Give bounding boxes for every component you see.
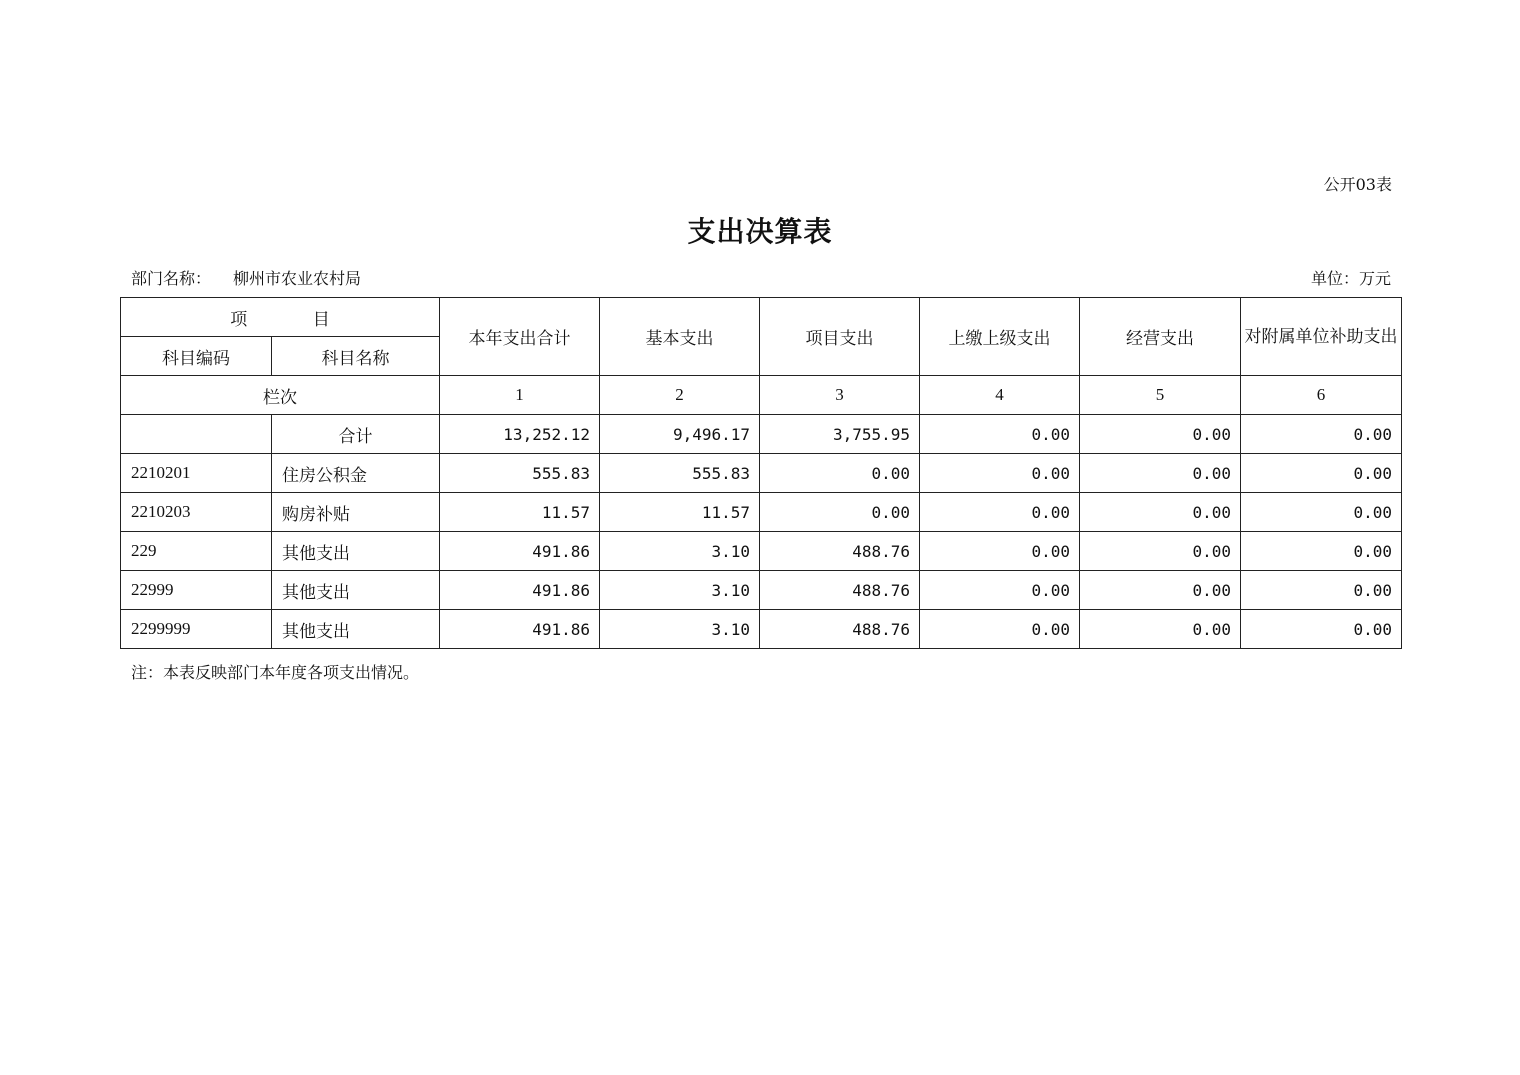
value-cell: 0.00 (920, 454, 1080, 493)
header-total: 本年支出合计 (440, 298, 600, 376)
header-code: 科目编码 (121, 337, 272, 376)
value-cell: 0.00 (760, 493, 920, 532)
table-row (121, 571, 1402, 610)
row-name: 其他支出 (272, 532, 440, 571)
header-subsidy: 对附属单位补助支出 (1241, 298, 1402, 376)
department-line (131, 266, 361, 289)
value-cell: 0.00 (1241, 532, 1402, 571)
row-code: 2210201 (121, 454, 272, 493)
value-cell: 0.00 (1080, 415, 1241, 454)
column-index: 2 (600, 376, 760, 415)
row-name: 其他支出 (272, 610, 440, 649)
row-name: 合计 (272, 415, 440, 454)
value-cell: 0.00 (920, 532, 1080, 571)
value-cell: 491.86 (440, 610, 600, 649)
footnote: 注：本表反映部门本年度各项支出情况。 (131, 663, 420, 682)
page-title: 支出决算表 (687, 215, 833, 248)
value-cell: 488.76 (760, 571, 920, 610)
value-cell: 3.10 (600, 610, 760, 649)
value-cell: 0.00 (920, 415, 1080, 454)
value-cell: 0.00 (920, 610, 1080, 649)
value-cell: 491.86 (440, 571, 600, 610)
value-cell: 3,755.95 (760, 415, 920, 454)
table-row-total (121, 415, 1402, 454)
value-cell: 11.57 (440, 493, 600, 532)
row-code: 2210203 (121, 493, 272, 532)
value-cell: 0.00 (760, 454, 920, 493)
unit-label: 单位：万元 (1310, 269, 1391, 288)
value-cell: 3.10 (600, 571, 760, 610)
value-cell: 0.00 (1080, 454, 1241, 493)
table-row (121, 610, 1402, 649)
value-cell: 0.00 (1241, 610, 1402, 649)
row-name: 其他支出 (272, 571, 440, 610)
header-project: 项目支出 (760, 298, 920, 376)
value-cell: 3.10 (600, 532, 760, 571)
value-cell: 0.00 (1080, 610, 1241, 649)
value-cell: 0.00 (1241, 415, 1402, 454)
column-index: 1 (440, 376, 600, 415)
column-index: 6 (1241, 376, 1402, 415)
expenditure-table (120, 297, 1402, 649)
value-cell: 555.83 (440, 454, 600, 493)
header-operating: 经营支出 (1080, 298, 1241, 376)
column-index: 3 (760, 376, 920, 415)
value-cell: 9,496.17 (600, 415, 760, 454)
header-name: 科目名称 (272, 337, 440, 376)
value-cell: 13,252.12 (440, 415, 600, 454)
header-item: 项 目 (121, 298, 440, 337)
column-index: 4 (920, 376, 1080, 415)
header-remit: 上缴上级支出 (920, 298, 1080, 376)
row-code: 2299999 (121, 610, 272, 649)
column-index: 5 (1080, 376, 1241, 415)
table-row (121, 532, 1402, 571)
value-cell: 0.00 (920, 571, 1080, 610)
row-name: 住房公积金 (272, 454, 440, 493)
row-name: 购房补贴 (272, 493, 440, 532)
value-cell: 555.83 (600, 454, 760, 493)
department-label: 部门名称： (131, 269, 212, 288)
value-cell: 0.00 (1080, 532, 1241, 571)
value-cell: 488.76 (760, 610, 920, 649)
value-cell: 0.00 (1080, 493, 1241, 532)
value-cell: 0.00 (1241, 493, 1402, 532)
value-cell: 0.00 (1080, 571, 1241, 610)
column-index-label: 栏次 (121, 376, 440, 415)
row-code: 22999 (121, 571, 272, 610)
header-basic: 基本支出 (600, 298, 760, 376)
table-row (121, 493, 1402, 532)
value-cell: 0.00 (1241, 571, 1402, 610)
value-cell: 488.76 (760, 532, 920, 571)
form-number: 公开03表 (1323, 175, 1392, 194)
table-row (121, 454, 1402, 493)
value-cell: 11.57 (600, 493, 760, 532)
value-cell: 0.00 (1241, 454, 1402, 493)
row-code (121, 415, 272, 454)
value-cell: 0.00 (920, 493, 1080, 532)
department-value: 柳州市农业农村局 (233, 269, 362, 288)
value-cell: 491.86 (440, 532, 600, 571)
row-code: 229 (121, 532, 272, 571)
